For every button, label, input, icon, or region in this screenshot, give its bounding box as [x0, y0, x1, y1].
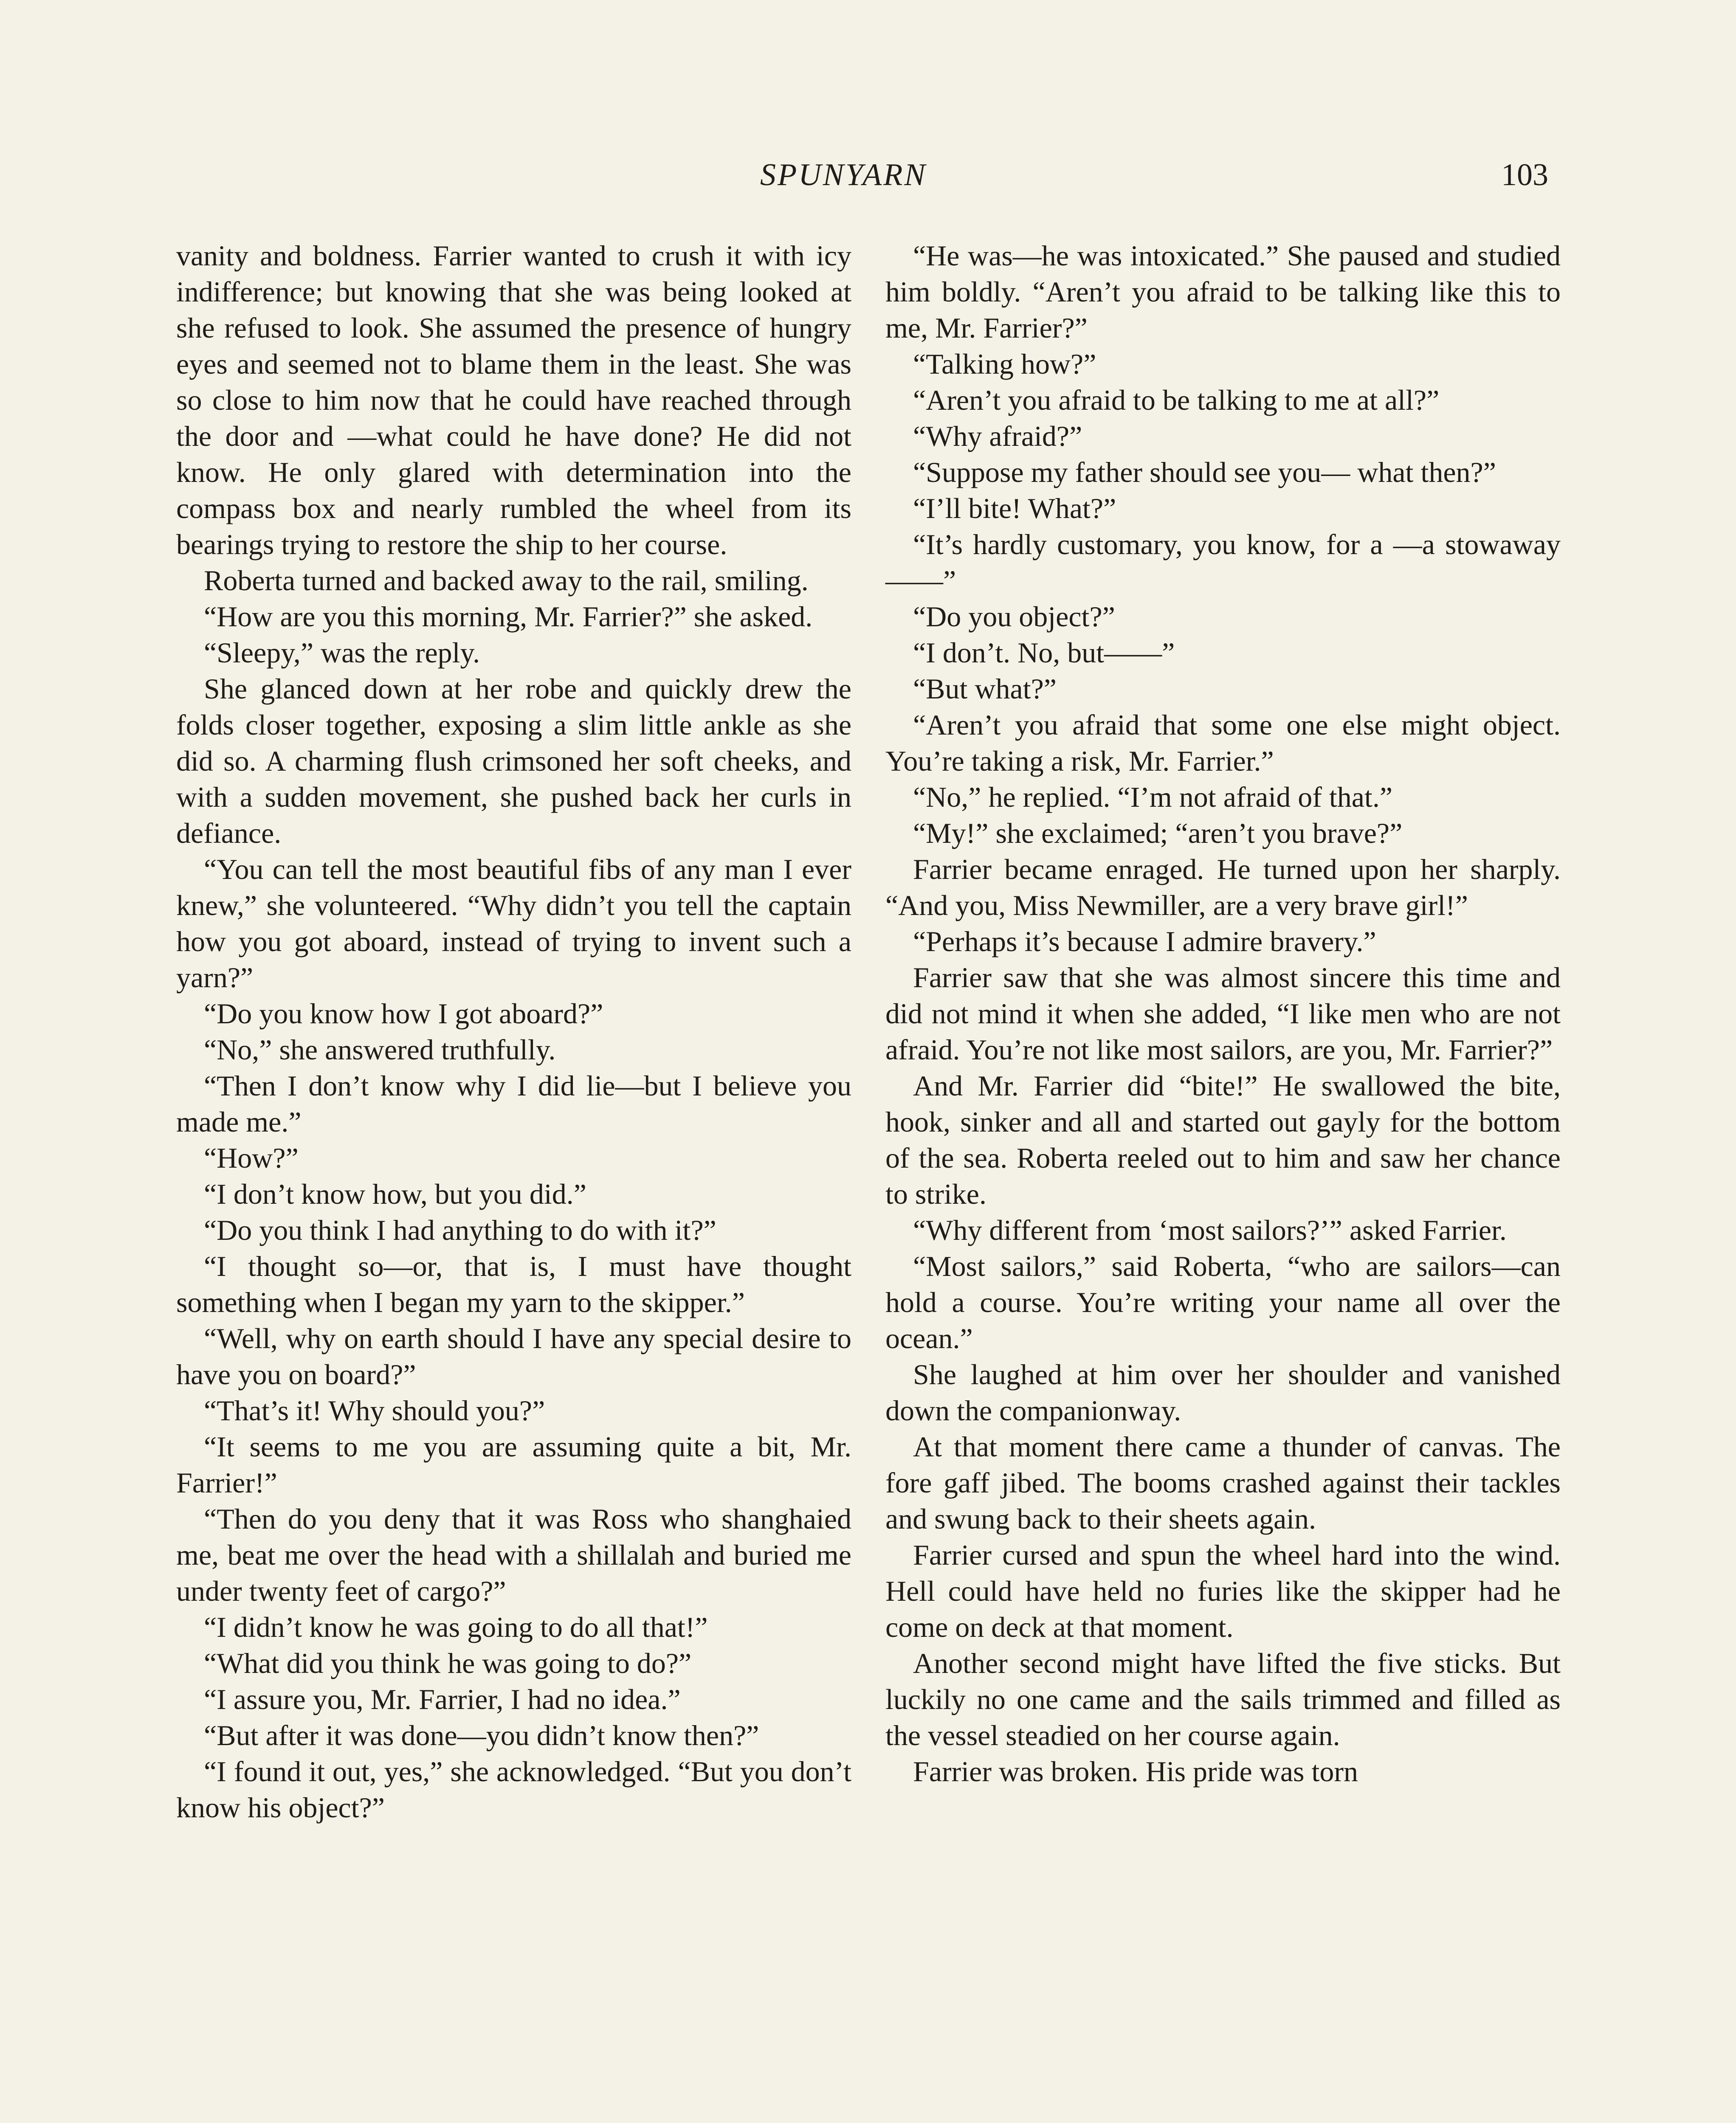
- paragraph: “Then I don’t know why I did lie—but I believe you made me.”: [176, 1070, 851, 1138]
- paragraph: “Why different from ‘most sailors?’” asked Farrier.: [913, 1214, 1507, 1246]
- running-title: SPUNYARN: [760, 158, 927, 192]
- paragraph: “I don’t know how, but you did.”: [204, 1178, 586, 1210]
- paragraph: “No,” she answered truthfully.: [204, 1033, 556, 1066]
- paragraph: “You can tell the most beautiful fibs of any man I ever knew,” she volunteered. “Why didn’t you tell the captain how you got aboard, instead of trying to invent such a yarn?”: [176, 853, 851, 994]
- paragraph: “But what?”: [913, 673, 1057, 705]
- left-column: [176, 238, 851, 1826]
- paragraph: “Well, why on earth should I have any special desire to have you on board?”: [176, 1322, 851, 1391]
- page-number: 103: [1501, 158, 1548, 192]
- paragraph: “Do you object?”: [913, 600, 1115, 633]
- paragraph: She glanced down at her robe and quickly drew the folds closer together, exposing a slim little ankle as she did so. A charming flush crimsoned her soft cheeks, and with a sudden movement, she pushed back her curls in defiance.: [176, 673, 851, 849]
- paragraph: At that moment there came a thunder of canvas. The fore gaff jibed. The booms crashed against their tackles and swung back to their sheets again.: [885, 1430, 1561, 1535]
- right-column: [885, 238, 1561, 1790]
- paragraph: “Talking how?”: [913, 348, 1096, 380]
- paragraph: Farrier saw that she was almost sincere this time and did not mind it when she added, “I like men who are not afraid. You’re not like most sailors, are you, Mr. Farrier?”: [885, 961, 1561, 1066]
- paragraph: Another second might have lifted the five sticks. But luckily no one came and the sails trimmed and filled as the vessel steadied on her course again.: [885, 1647, 1561, 1751]
- paragraph: “I’ll bite! What?”: [913, 492, 1116, 524]
- paragraph: “It’s hardly customary, you know, for a —a stowaway——”: [885, 528, 1561, 597]
- paragraph: Farrier became enraged. He turned upon her sharply. “And you, Miss Newmiller, are a very brave girl!”: [885, 853, 1561, 921]
- paragraph: “Most sailors,” said Roberta, “who are sailors—can hold a course. You’re writing your name all over the ocean.”: [885, 1250, 1561, 1354]
- paragraph: “I didn’t know he was going to do all that!”: [204, 1611, 708, 1643]
- paragraph: Roberta turned and backed away to the rail, smiling.: [204, 564, 809, 597]
- paragraph: “Then do you deny that it was Ross who shanghaied me, beat me over the head with a shillalah and buried me under twenty feet of cargo?”: [176, 1503, 851, 1607]
- paragraph: “He was—he was intoxicated.” She paused and studied him boldly. “Aren’t you afraid to be talking like this to me, Mr. Farrier?”: [885, 239, 1561, 344]
- paragraph: “No,” he replied. “I’m not afraid of that.”: [913, 781, 1393, 813]
- paragraph: “My!” she exclaimed; “aren’t you brave?”: [913, 817, 1403, 849]
- paragraph: “How?”: [204, 1142, 299, 1174]
- paragraph: “Do you know how I got aboard?”: [204, 997, 603, 1030]
- paragraph: “Aren’t you afraid to be talking to me at all?”: [913, 384, 1440, 416]
- paragraph: Farrier was broken. His pride was torn: [913, 1755, 1358, 1788]
- paragraph: “Why afraid?”: [913, 420, 1082, 452]
- paragraph: “Do you think I had anything to do with it?”: [204, 1214, 716, 1246]
- paragraph: Farrier cursed and spun the wheel hard into the wind. Hell could have held no furies like the skipper had he come on deck at that moment.: [885, 1539, 1561, 1643]
- paragraph: “It seems to me you are assuming quite a bit, Mr. Farrier!”: [176, 1430, 851, 1499]
- paragraph: “How are you this morning, Mr. Farrier?” she asked.: [204, 600, 813, 633]
- paragraph: “Perhaps it’s because I admire bravery.”: [913, 925, 1376, 957]
- paragraph: “I thought so—or, that is, I must have thought something when I began my yarn to the skipper.”: [176, 1250, 851, 1318]
- paragraph: “That’s it! Why should you?”: [204, 1394, 545, 1427]
- paragraph: vanity and boldness. Farrier wanted to crush it with icy indifference; but knowing that she was being looked at she refused to look. She assumed the presence of hungry eyes and seemed not to blame them in the least. She was so close to him now that he could have reached through the door and —what could he have done? He did not know. He only glared with determination into the compass box and nearly rumbled the wheel from its bearings trying to restore the ship to her course.: [176, 239, 851, 560]
- paragraph: And Mr. Farrier did “bite!” He swallowed the bite, hook, sinker and all and started out gayly for the bottom of the sea. Roberta reeled out to him and saw her chance to strike.: [885, 1070, 1561, 1210]
- paragraph: “I assure you, Mr. Farrier, I had no idea.”: [204, 1683, 681, 1715]
- paragraph: “But after it was done—you didn’t know then?”: [204, 1719, 759, 1751]
- paragraph: “I found it out, yes,” she acknowledged. “But you don’t know his object?”: [176, 1755, 851, 1824]
- page-header: [0, 157, 1736, 204]
- paragraph: “I don’t. No, but——”: [913, 636, 1175, 669]
- paragraph: “Sleepy,” was the reply.: [204, 636, 480, 669]
- paragraph: “Suppose my father should see you— what then?”: [913, 456, 1496, 488]
- paragraph: She laughed at him over her shoulder and vanished down the companionway.: [885, 1358, 1561, 1427]
- paragraph: “Aren’t you afraid that some one else might object. You’re taking a risk, Mr. Farrier.”: [885, 709, 1561, 777]
- paragraph: “What did you think he was going to do?”: [204, 1647, 692, 1679]
